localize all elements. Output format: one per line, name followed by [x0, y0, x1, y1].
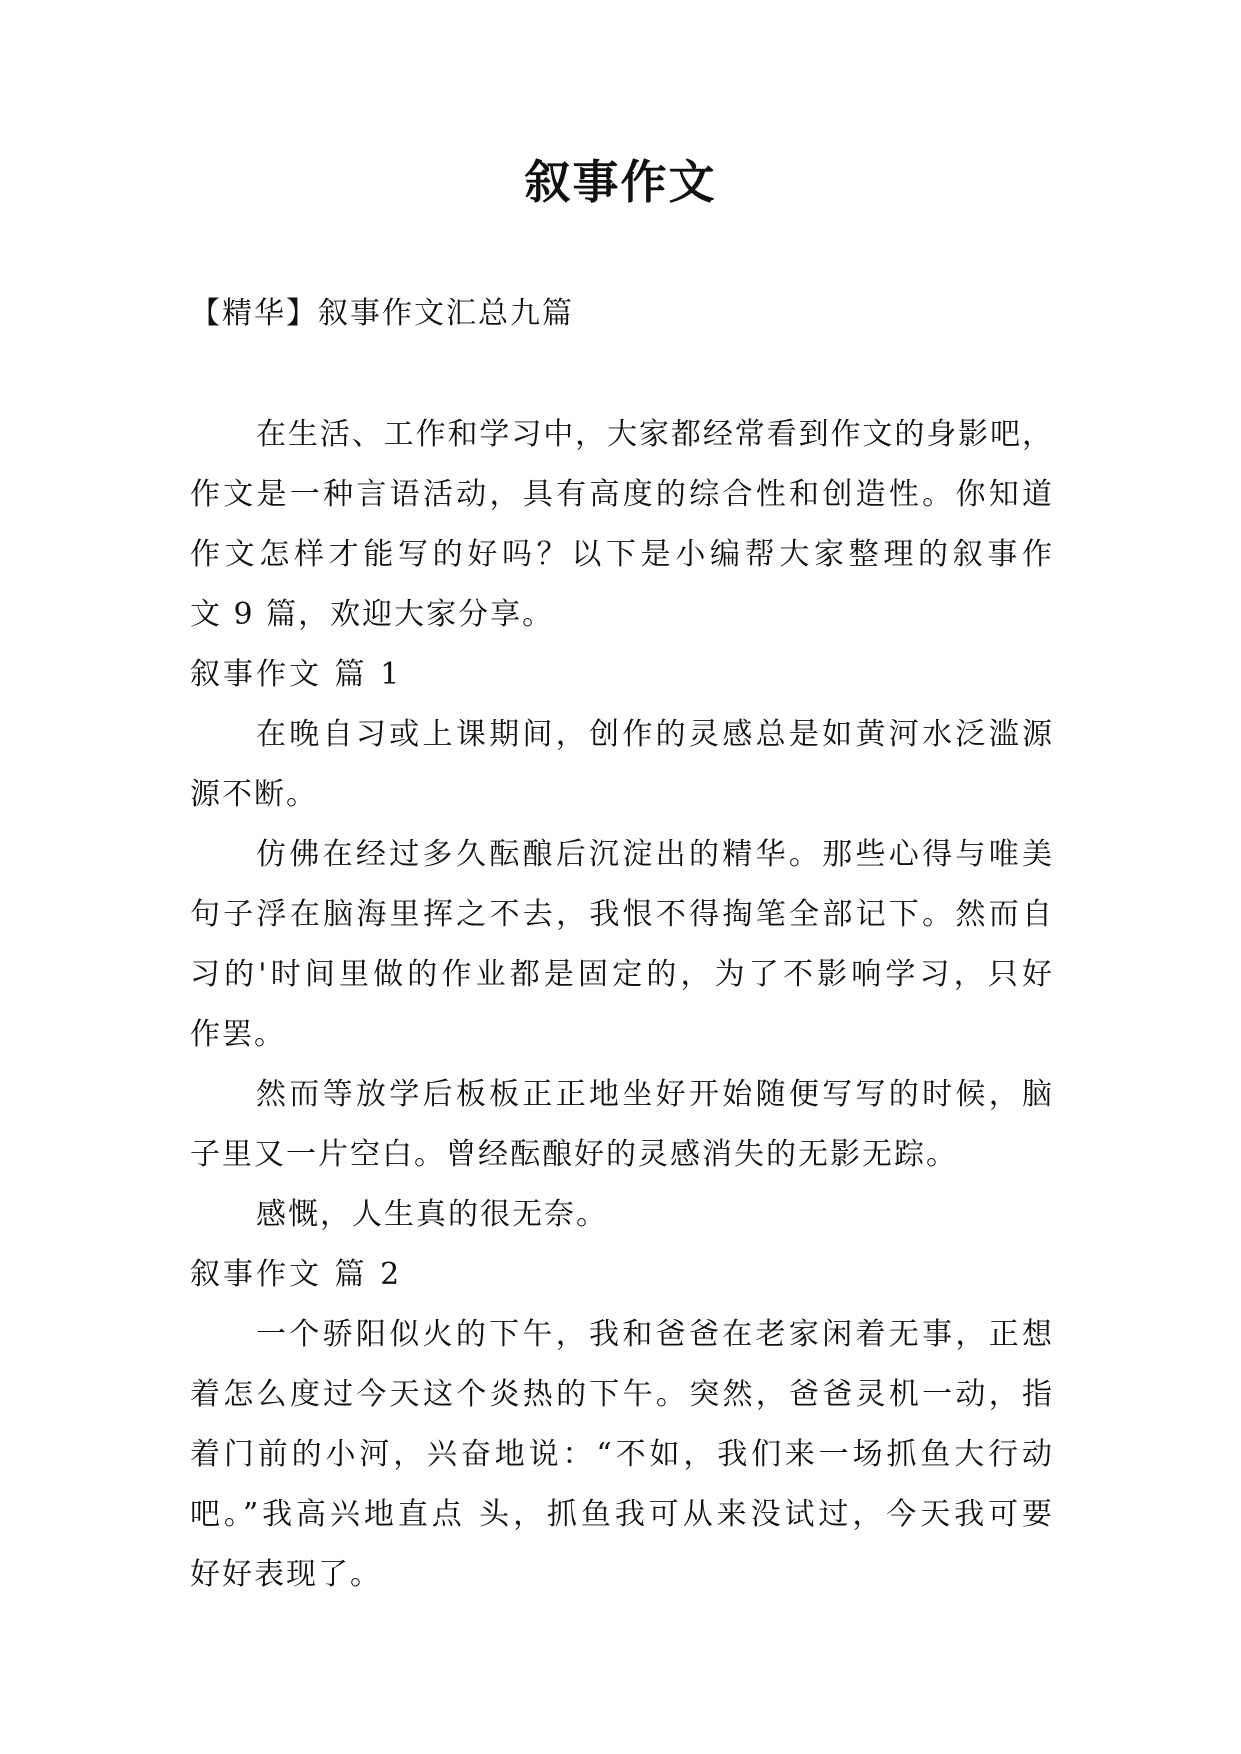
paragraph-line: 文 9 篇，欢迎大家分享。	[190, 597, 555, 632]
paragraph-line: 吧。”我高兴地直点 头，抓鱼我可从来没试过，今天我可要	[190, 1497, 1052, 1532]
paragraph-line: 感慨，人生真的很无奈。	[256, 1197, 608, 1232]
paragraph-line: 然而等放学后板板正正地坐好开始随便写写的时候，脑	[256, 1077, 1052, 1112]
paragraph-line: 作罢。	[190, 1017, 286, 1052]
document-title: 叙事作文	[524, 155, 717, 209]
paragraph-line: 好好表现了。	[190, 1557, 382, 1592]
section-heading: 叙事作文 篇 2	[190, 1257, 403, 1292]
document-subtitle: 【精华】叙事作文汇总九篇	[190, 296, 574, 331]
paragraph-line: 着门前的小河，兴奋地说：“不如，我们来一场抓鱼大行动	[190, 1437, 1052, 1472]
paragraph-line: 仿佛在经过多久酝酿后沉淀出的精华。那些心得与唯美	[256, 837, 1052, 872]
paragraph-line: 在晚自习或上课期间，创作的灵感总是如黄河水泛滥源	[256, 717, 1052, 752]
paragraph-line: 作文怎样才能写的好吗？以下是小编帮大家整理的叙事作	[190, 537, 1052, 572]
section-heading: 叙事作文 篇 1	[190, 657, 403, 692]
paragraph-line: 着怎么度过今天这个炎热的下午。突然，爸爸灵机一动，指	[190, 1377, 1052, 1412]
paragraph-line: 一个骄阳似火的下午，我和爸爸在老家闲着无事，正想	[256, 1317, 1052, 1352]
paragraph-line: 句子浮在脑海里挥之不去，我恨不得掏笔全部记下。然而自	[190, 897, 1052, 932]
paragraph-line: 作文是一种言语活动，具有高度的综合性和创造性。你知道	[190, 477, 1052, 512]
document-body	[190, 405, 1052, 1605]
paragraph-line: 在生活、工作和学习中，大家都经常看到作文的身影吧，	[256, 417, 1052, 452]
paragraph-line: 源不断。	[190, 777, 318, 812]
paragraph-line: 习的'时间里做的作业都是固定的，为了不影响学习，只好	[190, 957, 1052, 992]
paragraph-line: 子里又一片空白。曾经酝酿好的灵感消失的无影无踪。	[190, 1137, 958, 1172]
